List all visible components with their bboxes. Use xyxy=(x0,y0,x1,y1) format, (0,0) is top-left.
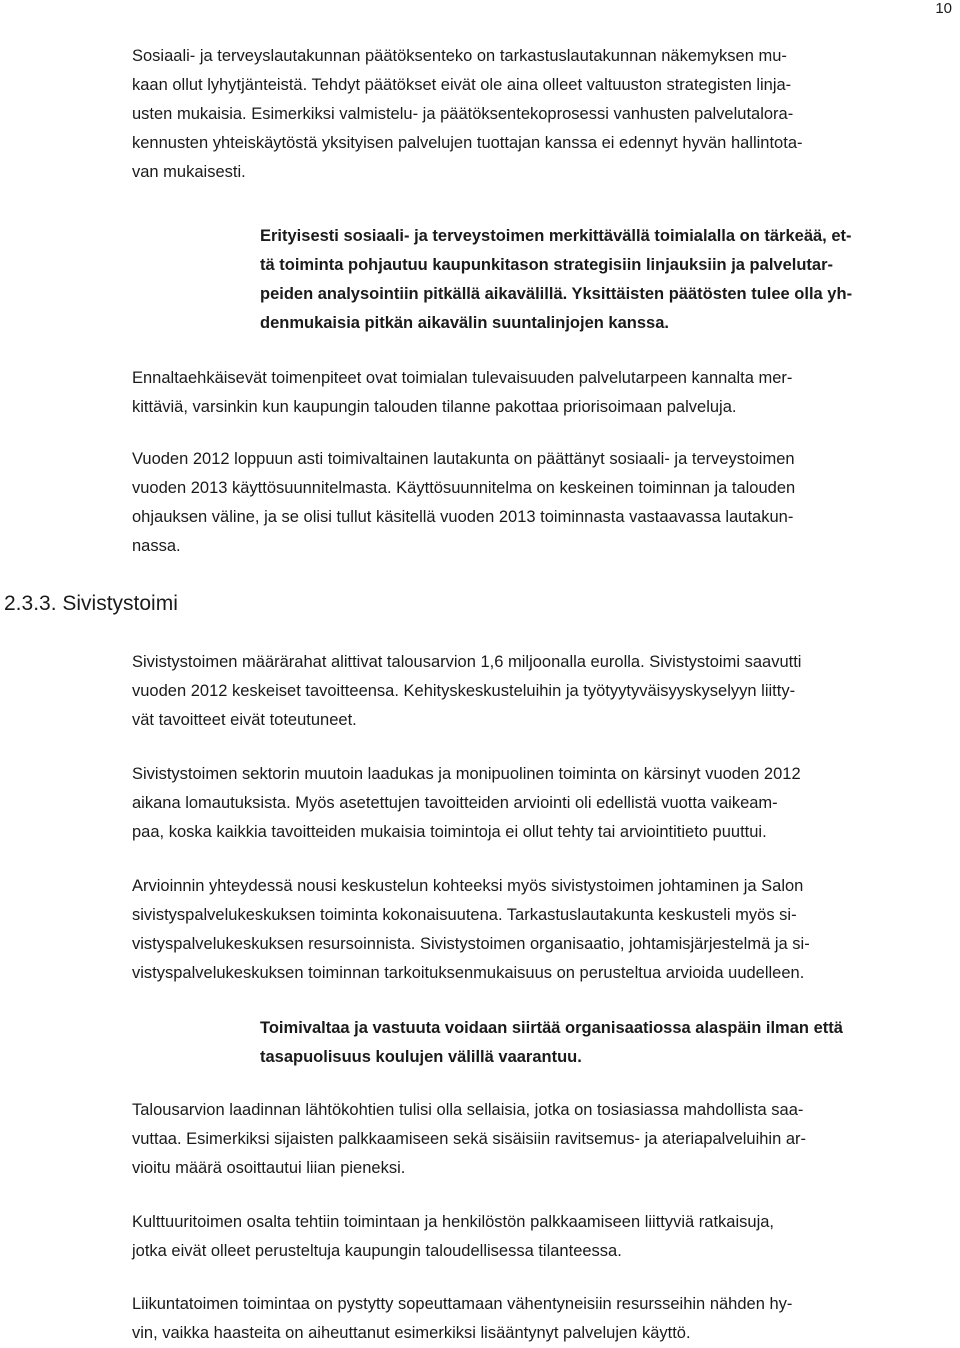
text-line: vioitu määrä osoittautui liian pieneksi. xyxy=(132,1159,406,1177)
text-line: peiden analysointiin pitkällä aikavälillä. Yksittäisten päätösten tulee olla yh- xyxy=(260,285,853,303)
text-line: Erityisesti sosiaali- ja terveystoimen merkittävällä toimialalla on tärkeää, et- xyxy=(260,227,852,245)
text-line: kennusten yhteiskäytöstä yksityisen palvelujen tuottajan kanssa ei edennyt hyvän hallintota- xyxy=(132,134,803,152)
text-line: tä toiminta pohjautuu kaupunkitason strategisiin linjauksiin ja palvelutar- xyxy=(260,256,834,274)
text-line: vuoden 2013 käyttösuunnitelmasta. Käyttösuunnitelma on keskeinen toiminnan ja talouden xyxy=(132,479,796,497)
text-line: ohjauksen väline, ja se olisi tullut käsitellä vuoden 2013 toiminnasta vastaavassa lautakun- xyxy=(132,508,794,526)
text-line: vin, vaikka haasteita on aiheuttanut esimerkiksi lisääntynyt palvelujen käyttö. xyxy=(132,1324,691,1342)
text-line: Kulttuuritoimen osalta tehtiin toimintaan ja henkilöstön palkkaamiseen liittyviä ratkaisuja, xyxy=(132,1213,775,1231)
section-heading: 2.3.3. Sivistystoimi xyxy=(4,592,178,615)
paragraph-decision-making xyxy=(132,42,954,187)
paragraph-sports xyxy=(132,1290,954,1348)
text-line: vistyspalvelukeskuksen toiminnan tarkoituksenmukaisuus on perusteltua arvioida uudelleen. xyxy=(132,964,805,982)
text-line: Sivistystoimen sektorin muutoin laadukas ja monipuolinen toiminta on kärsinyt vuoden 2012 xyxy=(132,765,801,783)
text-line: vistyspalvelukeskuksen resursoinnista. Sivistystoimen organisaatio, johtamisjärjestelmä ja si- xyxy=(132,935,810,953)
paragraph-usage-plan xyxy=(132,445,954,561)
text-line: vuoden 2012 keskeiset tavoitteensa. Kehityskeskusteluihin ja työtyytyväisyyskyselyyn liitty- xyxy=(132,682,796,700)
page-number: 10 xyxy=(935,0,952,17)
text-line: denmukaisia pitkän aikavälin suuntalinjojen kanssa. xyxy=(260,314,669,332)
text-line: tasapuolisuus koulujen välillä vaarantuu. xyxy=(260,1048,582,1066)
text-line: Ennaltaehkäisevät toimenpiteet ovat toimialan tulevaisuuden palvelutarpeen kannalta mer- xyxy=(132,369,793,387)
text-line: paa, koska kaikkia tavoitteiden mukaisia toimintoja ei ollut tehty tai arviointitieto puuttui. xyxy=(132,823,767,841)
paragraph-budget-basis xyxy=(132,1096,954,1183)
text-line: sivistyspalvelukeskuksen toiminta kokonaisuutena. Tarkastuslautakunta keskusteli myös si- xyxy=(132,906,797,924)
text-line: Toimivaltaa ja vastuuta voidaan siirtää organisaatiossa alaspäin ilman että xyxy=(260,1019,843,1037)
text-line: Arvioinnin yhteydessä nousi keskustelun kohteeksi myös sivistystoimen johtaminen ja Salon xyxy=(132,877,804,895)
text-line: Talousarvion laadinnan lähtökohtien tulisi olla sellaisia, jotka on tosiasiassa mahdollista saa- xyxy=(132,1101,804,1119)
highlight-paragraph-delegation xyxy=(260,1014,954,1072)
highlight-paragraph-social-health xyxy=(260,222,954,338)
paragraph-culture xyxy=(132,1208,954,1266)
text-line: Sosiaali- ja terveyslautakunnan päätöksenteko on tarkastuslautakunnan näkemyksen mu- xyxy=(132,47,787,65)
text-line: Sivistystoimen määrärahat alittivat talousarvion 1,6 miljoonalla eurolla. Sivistystoimi saavutti xyxy=(132,653,802,671)
text-line: kittäviä, varsinkin kun kaupungin talouden tilanne pakottaa priorisoimaan palveluja. xyxy=(132,398,737,416)
text-line: van mukaisesti. xyxy=(132,163,246,181)
text-line: jotka eivät olleet perusteltuja kaupungin taloudellisessa tilanteessa. xyxy=(132,1242,622,1260)
text-line: vät tavoitteet eivät toteutuneet. xyxy=(132,711,357,729)
paragraph-education-management xyxy=(132,872,954,988)
text-line: Vuoden 2012 loppuun asti toimivaltainen lautakunta on päättänyt sosiaali- ja terveystoimen xyxy=(132,450,795,468)
text-line: nassa. xyxy=(132,537,181,555)
text-line: kaan ollut lyhytjänteistä. Tehdyt päätökset eivät ole aina olleet valtuuston strategisten linja- xyxy=(132,76,792,94)
text-line: usten mukaisia. Esimerkiksi valmistelu- ja päätöksentekoprosessi vanhusten palvelutalora- xyxy=(132,105,794,123)
paragraph-preventive-measures xyxy=(132,364,954,422)
text-line: aikana lomautuksista. Myös asetettujen tavoitteiden arviointi oli edellistä vuotta vaikeam- xyxy=(132,794,778,812)
text-line: Liikuntatoimen toimintaa on pystytty sopeuttamaan vähentyneisiin resursseihin nähden hy- xyxy=(132,1295,793,1313)
text-line: vuttaa. Esimerkiksi sijaisten palkkaamiseen sekä sisäisiin ravitsemus- ja ateriapalveluihin ar- xyxy=(132,1130,807,1148)
paragraph-education-layoffs xyxy=(132,760,954,847)
paragraph-education-budget xyxy=(132,648,954,735)
